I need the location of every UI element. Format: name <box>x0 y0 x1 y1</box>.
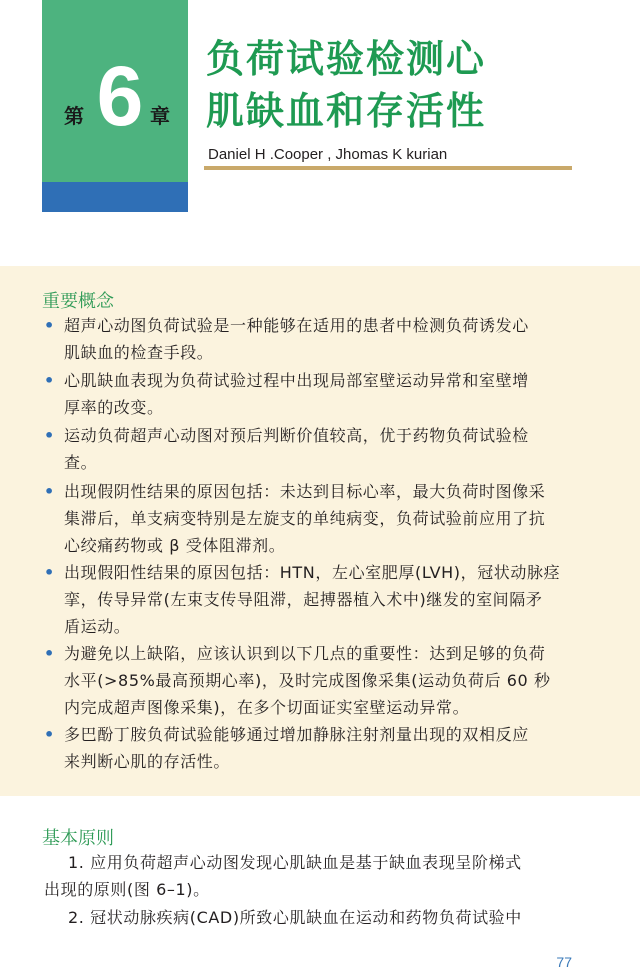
principles-line: 1. 应用负荷超声心动图发现心肌缺血是基于缺血表现呈阶梯式 <box>68 853 522 872</box>
concept-line: 运动负荷超声心动图对预后判断价值较高，优于药物负荷试验检 <box>64 426 529 445</box>
chapter-suffix: 章 <box>150 104 170 128</box>
bullet-dot-icon: • <box>44 426 55 445</box>
concept-line: 水平(>85%最高预期心率)，及时完成图像采集(运动负荷后 60 秒 <box>64 671 551 690</box>
concept-line: 超声心动图负荷试验是一种能够在适用的患者中检测负荷诱发心 <box>64 316 529 335</box>
bullet-dot-icon: • <box>44 725 55 744</box>
key-concepts-heading: 重要概念 <box>42 291 114 312</box>
page-number: 77 <box>556 954 572 970</box>
bullet-dot-icon: • <box>44 316 55 335</box>
concept-line: 为避免以上缺陷，应该认识到以下几点的重要性：达到足够的负荷 <box>64 644 546 663</box>
basic-principles-heading: 基本原则 <box>42 828 114 849</box>
bullet-dot-icon: • <box>44 644 55 663</box>
concept-line: 心肌缺血表现为负荷试验过程中出现局部室壁运动异常和室壁增 <box>64 371 529 390</box>
concept-line: 多巴酚丁胺负荷试验能够通过增加静脉注射剂量出现的双相反应 <box>64 725 529 744</box>
principles-line: 出现的原则(图 6–1)。 <box>44 880 210 899</box>
chapter-prefix: 第 <box>64 104 84 128</box>
bullet-dot-icon: • <box>44 563 55 582</box>
chapter-title-line-2: 肌缺血和存活性 <box>206 89 487 133</box>
concept-line: 集滞后，单支病变特别是左旋支的单纯病变，负荷试验前应用了抗 <box>64 509 546 528</box>
chapter-label <box>42 49 188 148</box>
concept-line: 内完成超声图像采集)，在多个切面证实室壁运动异常。 <box>64 698 470 717</box>
chapter-authors: Daniel H .Cooper , Jhomas K kurian <box>208 146 448 163</box>
bullet-dot-icon: • <box>44 371 55 390</box>
principles-line: 2. 冠状动脉疾病(CAD)所致心肌缺血在运动和药物负荷试验中 <box>68 908 522 927</box>
concept-line: 盾运动。 <box>64 617 131 636</box>
title-underline-rule <box>204 166 572 170</box>
concept-line: 查。 <box>64 453 98 472</box>
concept-line: 挛，传导异常(左束支传导阻滞，起搏器植入术中)继发的室间隔矛 <box>64 590 543 609</box>
concept-line: 肌缺血的检查手段。 <box>64 343 214 362</box>
bullet-dot-icon: • <box>44 482 55 501</box>
concept-line: 来判断心肌的存活性。 <box>64 752 231 771</box>
chapter-color-block-bottom <box>42 182 188 212</box>
concept-line: 心绞痛药物或 β 受体阻滞剂。 <box>64 536 286 555</box>
concept-line: 厚率的改变。 <box>64 398 164 417</box>
concept-line: 出现假阳性结果的原因包括：HTN，左心室肥厚(LVH)，冠状动脉痉 <box>64 563 561 582</box>
concept-line: 出现假阴性结果的原因包括：未达到目标心率，最大负荷时图像采 <box>64 482 546 501</box>
chapter-number: 6 <box>96 49 144 143</box>
chapter-title-line-1: 负荷试验检测心 <box>206 37 487 81</box>
